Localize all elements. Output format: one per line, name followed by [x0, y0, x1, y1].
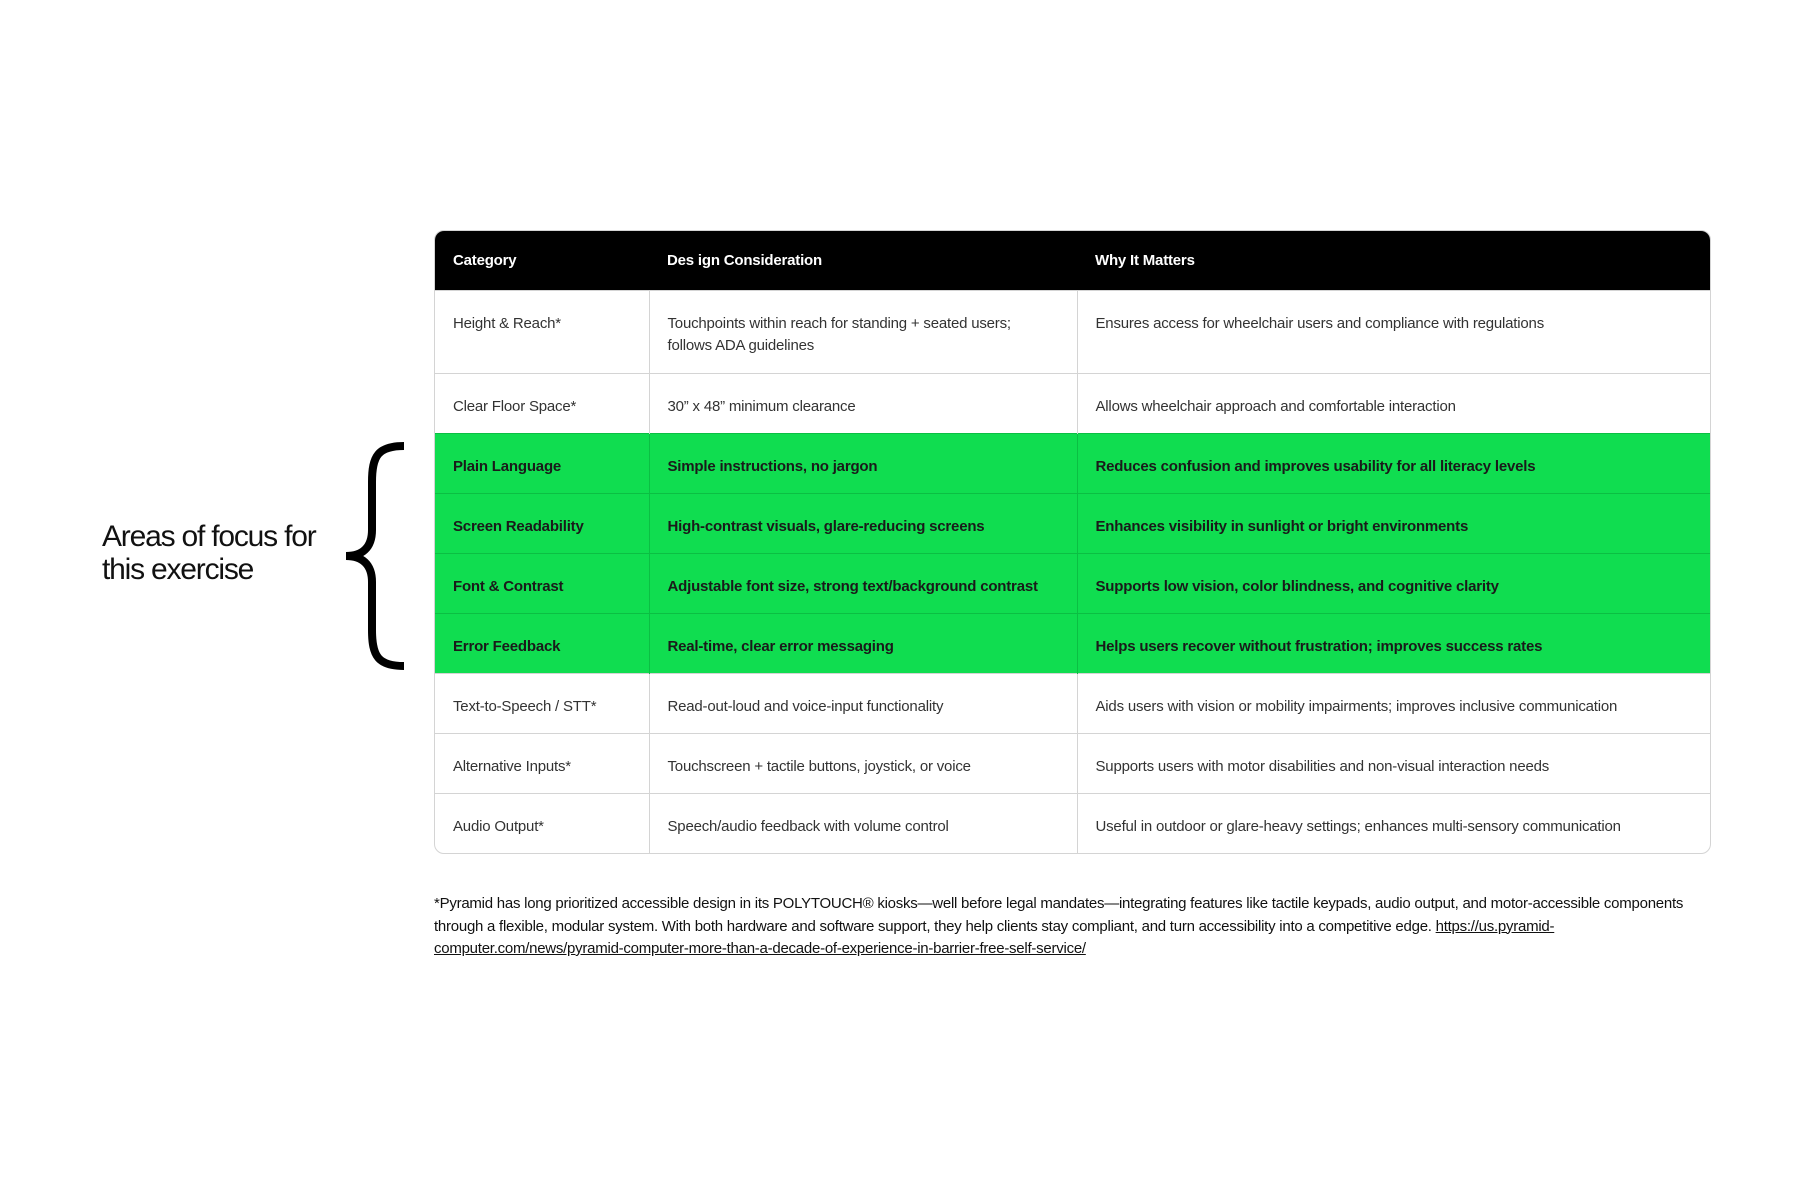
design-cell: Touchpoints within reach for standing + seated users; follows ADA guidelines — [649, 290, 1077, 373]
why-cell: Supports users with motor disabilities and non-visual interaction needs — [1077, 733, 1710, 793]
curly-brace-icon — [340, 440, 410, 672]
category-cell: Screen Readability — [435, 493, 649, 553]
design-cell: Speech/audio feedback with volume control — [649, 793, 1077, 853]
table-row — [435, 793, 1710, 853]
category-cell: Plain Language — [435, 433, 649, 493]
design-cell: Simple instructions, no jargon — [649, 433, 1077, 493]
footnote-link[interactable]: https://us.pyramid-computer.com/news/pyramid-computer-more-than-a-decade-of-experience-in-barrier-free-self-service/ — [434, 917, 1555, 957]
table-row — [435, 373, 1710, 433]
header-design-consideration: Des ign Consideration — [667, 251, 822, 269]
category-cell: Audio Output* — [435, 793, 649, 853]
category-cell: Text-to-Speech / STT* — [435, 673, 649, 733]
why-cell: Aids users with vision or mobility impairments; improves inclusive communication — [1077, 673, 1710, 733]
footnote-text: *Pyramid has long prioritized accessible design in its POLYTOUCH® kiosks—well before legal mandates—integrating features like tactile keypads, audio output, and motor-accessible components through a flexible, modular system. With both hardware and software support, they help clients stay compliant, and turn accessibility into a competitive edge. — [434, 895, 1684, 935]
design-cell: Real-time, clear error messaging — [649, 613, 1077, 673]
why-cell: Allows wheelchair approach and comfortable interaction — [1077, 373, 1710, 433]
design-cell: 30” x 48” minimum clearance — [649, 373, 1077, 433]
why-cell: Reduces confusion and improves usability for all literacy levels — [1077, 433, 1710, 493]
table-header-row — [435, 231, 1710, 290]
table-row — [435, 290, 1710, 373]
header-why-it-matters: Why It Matters — [1095, 251, 1195, 269]
category-cell: Height & Reach* — [435, 290, 649, 373]
category-cell: Alternative Inputs* — [435, 733, 649, 793]
why-cell: Helps users recover without frustration; improves success rates — [1077, 613, 1710, 673]
accessibility-table — [434, 230, 1711, 854]
why-cell: Ensures access for wheelchair users and compliance with regulations — [1077, 290, 1710, 373]
highlighted-table-row — [435, 433, 1710, 493]
design-cell: High-contrast visuals, glare-reducing screens — [649, 493, 1077, 553]
category-cell: Font & Contrast — [435, 553, 649, 613]
footnote — [434, 893, 1694, 961]
why-cell: Useful in outdoor or glare-heavy settings; enhances multi-sensory communication — [1077, 793, 1710, 853]
highlighted-table-row — [435, 493, 1710, 553]
design-cell: Touchscreen + tactile buttons, joystick, or voice — [649, 733, 1077, 793]
design-cell: Read-out-loud and voice-input functionality — [649, 673, 1077, 733]
category-cell: Clear Floor Space* — [435, 373, 649, 433]
table-row — [435, 673, 1710, 733]
table-row — [435, 733, 1710, 793]
design-cell: Adjustable font size, strong text/background contrast — [649, 553, 1077, 613]
why-cell: Supports low vision, color blindness, and cognitive clarity — [1077, 553, 1710, 613]
highlighted-table-row — [435, 553, 1710, 613]
category-cell: Error Feedback — [435, 613, 649, 673]
header-category: Category — [453, 251, 517, 269]
highlighted-table-row — [435, 613, 1710, 673]
focus-areas-label: Areas of focus for this exercise — [102, 520, 316, 586]
why-cell: Enhances visibility in sunlight or bright environments — [1077, 493, 1710, 553]
